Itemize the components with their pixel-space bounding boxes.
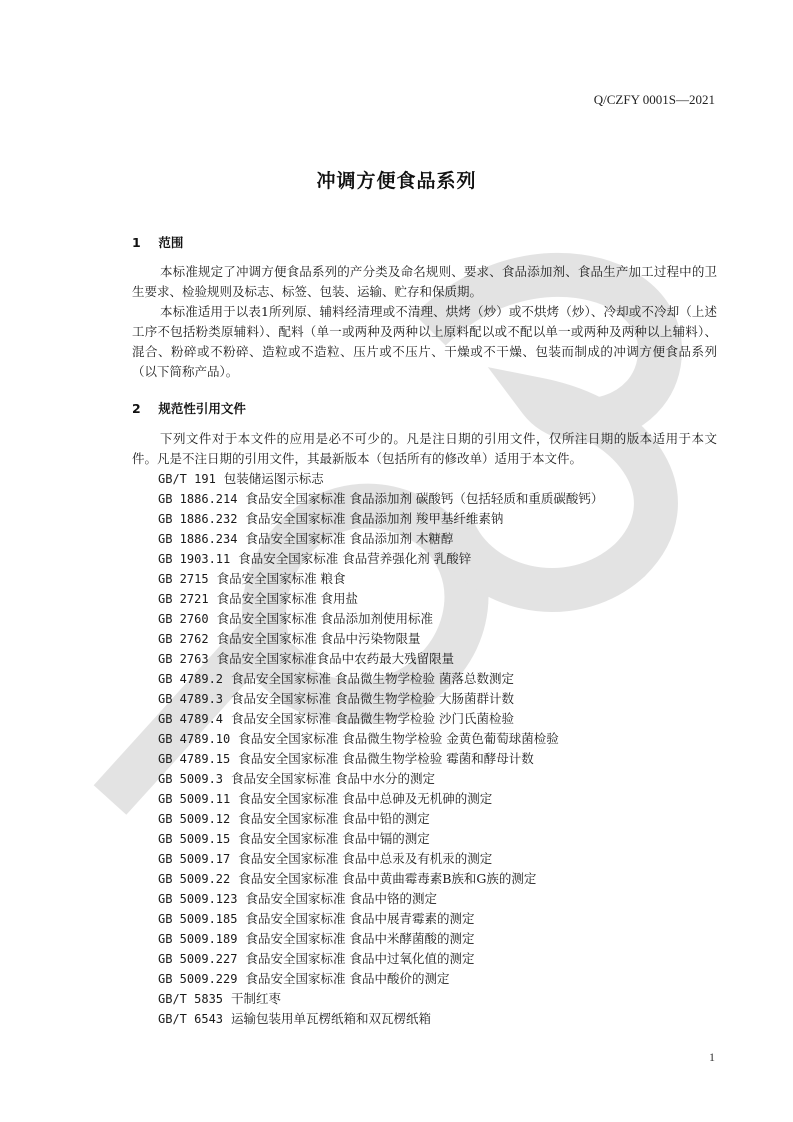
reference-code: GB 5009.227	[158, 952, 238, 966]
section-1-paragraph-2: 本标准适用于以表1所列原、辅料经清理或不清理、烘烤（炒）或不烘烤（炒）、冷却或不冷却（上述工序不包括粉类原辅料）、配料（单一或两种及两种以上原料配以或不配以单一或两种及两种以上辅料）、混合、粉碎或不粉碎、造粒或不造粒、压片或不压片、干燥或不干燥、包装而制成的冲调方便食品系列（以下简称产品）。	[132, 304, 717, 379]
reference-code: GB 4789.15	[158, 752, 231, 766]
reference-code: GB 2760	[158, 612, 209, 626]
reference-item	[158, 469, 603, 489]
reference-title: 食品安全国家标准 食品中铬的测定	[245, 891, 437, 906]
reference-item	[158, 889, 603, 909]
reference-code: GB 5009.11	[158, 792, 231, 806]
reference-code: GB 4789.4	[158, 712, 224, 726]
reference-title: 食品安全国家标准 食品微生物学检验 金黄色葡萄球菌检验	[238, 731, 559, 746]
reference-title: 食品安全国家标准 食品中镉的测定	[238, 831, 430, 846]
reference-code: GB 2721	[158, 592, 209, 606]
reference-title: 食品安全国家标准 食品中铅的测定	[238, 811, 430, 826]
reference-title: 运输包装用单瓦楞纸箱和双瓦楞纸箱	[231, 1011, 432, 1026]
section-1-heading	[132, 233, 183, 251]
reference-title: 食品安全国家标准 食品营养强化剂 乳酸锌	[238, 551, 472, 566]
reference-code: GB 5009.229	[158, 972, 238, 986]
section-1-paragraph-1: 本标准规定了冲调方便食品系列的产分类及命名规则、要求、食品添加剂、食品生产加工过程中的卫生要求、检验规则及标志、标签、包装、运输、贮存和保质期。	[132, 264, 717, 299]
reference-title: 食品安全国家标准 食品微生物学检验 霉菌和酵母计数	[238, 751, 534, 766]
reference-code: GB 5009.17	[158, 852, 231, 866]
reference-code: GB 1903.11	[158, 552, 231, 566]
reference-item	[158, 529, 603, 549]
reference-code: GB 5009.185	[158, 912, 238, 926]
reference-item	[158, 729, 603, 749]
section-title: 范围	[158, 235, 184, 250]
reference-item	[158, 849, 603, 869]
reference-item	[158, 809, 603, 829]
section-2-paragraph-1: 下列文件对于本文件的应用是必不可少的。凡是注日期的引用文件，仅所注日期的版本适用于本文件。凡是不注日期的引用文件，其最新版本（包括所有的修改单）适用于本文件。	[132, 431, 717, 466]
reference-title: 食品安全国家标准 食品微生物学检验 大肠菌群计数	[231, 691, 514, 706]
reference-title: 食品安全国家标准 食品中酸价的测定	[245, 971, 450, 986]
reference-title: 食品安全国家标准 食品中黄曲霉毒素B族和G族的测定	[238, 871, 537, 886]
section-number: 2	[132, 401, 141, 416]
reference-item	[158, 769, 603, 789]
reference-title: 食品安全国家标准 食品添加剂 羧甲基纤维素钠	[245, 511, 504, 526]
reference-title: 食品安全国家标准 食用盐	[216, 591, 359, 606]
reference-code: GB 1886.232	[158, 512, 238, 526]
reference-code: GB 5009.123	[158, 892, 238, 906]
reference-title: 食品安全国家标准 食品中展青霉素的测定	[245, 911, 475, 926]
reference-title: 食品安全国家标准 食品微生物学检验 沙门氏菌检验	[231, 711, 514, 726]
reference-code: GB 5009.3	[158, 772, 224, 786]
reference-code: GB 5009.15	[158, 832, 231, 846]
reference-code: GB 5009.189	[158, 932, 238, 946]
reference-code: GB 4789.2	[158, 672, 224, 686]
reference-title: 食品安全国家标准 食品添加剂使用标准	[216, 611, 434, 626]
reference-item	[158, 709, 603, 729]
reference-code: GB 5009.12	[158, 812, 231, 826]
document-code: Q/CZFY 0001S—2021	[593, 92, 715, 107]
reference-item	[158, 789, 603, 809]
reference-title: 食品安全国家标准 食品微生物学检验 菌落总数测定	[231, 671, 514, 686]
reference-item	[158, 1009, 603, 1029]
reference-code: GB 2715	[158, 572, 209, 586]
reference-item	[158, 689, 603, 709]
reference-item	[158, 869, 603, 889]
reference-item	[158, 749, 603, 769]
reference-item	[158, 669, 603, 689]
reference-item	[158, 989, 603, 1009]
section-title: 规范性引用文件	[158, 401, 246, 416]
reference-title: 干制红枣	[231, 991, 282, 1006]
reference-list	[158, 469, 603, 1029]
reference-code: GB 1886.234	[158, 532, 238, 546]
reference-title: 食品安全国家标准 食品添加剂 碳酸钙（包括轻质和重质碳酸钙）	[245, 491, 604, 506]
page-number: 1	[709, 1050, 715, 1064]
reference-title: 食品安全国家标准 食品中过氧化值的测定	[245, 951, 475, 966]
document-title: 冲调方便食品系列	[316, 170, 477, 192]
reference-item	[158, 509, 603, 529]
reference-code: GB 2763	[158, 652, 209, 666]
reference-code: GB 4789.3	[158, 692, 224, 706]
reference-item	[158, 589, 603, 609]
reference-code: GB 2762	[158, 632, 209, 646]
reference-item	[158, 929, 603, 949]
reference-code: GB/T 6543	[158, 1012, 224, 1026]
reference-item	[158, 909, 603, 929]
reference-code: GB 4789.10	[158, 732, 231, 746]
reference-item	[158, 629, 603, 649]
section-2-heading	[132, 399, 246, 417]
reference-item	[158, 489, 603, 509]
reference-title: 食品安全国家标准 食品中米酵菌酸的测定	[245, 931, 475, 946]
reference-title: 包装储运图示标志	[223, 471, 324, 486]
reference-title: 食品安全国家标准 食品中总汞及有机汞的测定	[238, 851, 493, 866]
reference-title: 食品安全国家标准 食品添加剂 木糖醇	[245, 531, 454, 546]
reference-item	[158, 569, 603, 589]
reference-code: GB/T 191	[158, 472, 216, 486]
reference-item	[158, 949, 603, 969]
reference-title: 食品安全国家标准 食品中总砷及无机砷的测定	[238, 791, 493, 806]
reference-item	[158, 609, 603, 629]
reference-title: 食品安全国家标准食品中农药最大残留限量	[216, 651, 455, 666]
reference-title: 食品安全国家标准 食品中污染物限量	[216, 631, 421, 646]
reference-code: GB 5009.22	[158, 872, 231, 886]
reference-title: 食品安全国家标准 粮食	[216, 571, 346, 586]
section-number: 1	[132, 235, 141, 250]
reference-item	[158, 969, 603, 989]
reference-code: GB 1886.214	[158, 492, 238, 506]
reference-code: GB/T 5835	[158, 992, 224, 1006]
reference-title: 食品安全国家标准 食品中水分的测定	[231, 771, 436, 786]
reference-item	[158, 649, 603, 669]
reference-item	[158, 829, 603, 849]
reference-item	[158, 549, 603, 569]
